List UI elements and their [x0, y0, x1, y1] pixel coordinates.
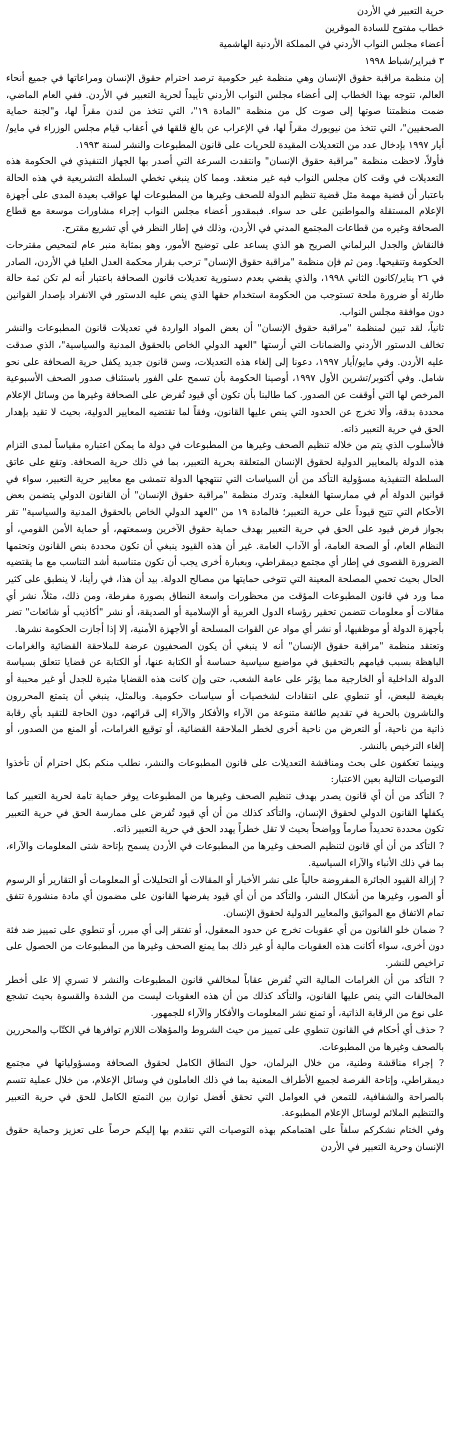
list-item: ? حذف أي أحكام في القانون تنطوي على تمييز من حيث الشروط والمؤهلات اللازم توافرها في الكتّاب والمحررين بالصحف وغيرها من المطبوعات.: [6, 1024, 444, 1053]
paragraph-journalists: وتعتقد منظمة "مراقبة حقوق الإنسان" أنه لا ينبغي أن يكون الصحفيون عرضة للملاحقة القضائية والغرامات الباهظة بسبب قيامهم بالتحقيق في مواضيع سياسية حساسة أو الكتابة عنها، أو الكتابة عن قضايا تتعلق بسياسة الدولة الداخلية أو الخارجية مما يؤثر على عامة الشعب، حتى وإن كانت هذه القضايا مثيرة للجدل أو غير محببة أو بغيضة للبعض، أو تنطوي على انتقادات لشخصيات أو سياسات حكومية. وبالمثل، ينبغي أن يتمتع المحررون والناشرون بالحرية في تقديم طائفة متنوعة من الآراء والأفكار والآراء إلى قرائهم، دون الحاجة للتقيد بأي رقابة ذاتية من ناحية، أو التعرض من ناحية أخرى لخطر الملاحقة القضائية، أو توقيع الغرامات، أو المنع من الصدور، أو إلغاء الترخيص بالنشر.: [6, 640, 444, 752]
paragraph-first-point: فأولاً، لاحظت منظمة "مراقبة حقوق الإنسان" وانتقدت السرعة التي أصدر بها الجهاز التنفيذي في الحكومة هذه التعديلات في وقت كان مجلس النواب فيه غير منعقد. ومما كان ينبغي تخطي السلطة التشريعية في هذه الحالة باعتبار أن قضية مهمة مثل قضية تنظيم الدولة للصحف وغيرها من المطبوعات لها عواقب بعيدة المدى على أجهزة الإعلام المستقلة والمواطنين على حد سواء. فبمقدور أعضاء مجلس النواب إجراء مشاورات موسعة مع قطاع الصحافة وغيره من قطاعات المجتمع المدني في الأردن، وذلك في إطار النظر في أي تشريع مقترح.: [6, 156, 444, 235]
list-item: ? إجراء مناقشة وطنية، من خلال البرلمان، حول النطاق الكامل لحقوق الصحافة ومسؤولياتها في مجتمع ديمقراطي، وإتاحة الفرصة لجميع الأطراف المعنية بما في ذلك العاملون في وسائل الإعلام، من خلال عملية تتسم بالصراحة والشفافية، للتمعن في العوامل التي تحقق أفضل توازن بين التمتع الكامل للحق في حرية التعبير والتنظيم الملائم لوسائل الإعلام المطبوعة.: [6, 1058, 444, 1120]
letter-date: ٣ فبراير/شباط ١٩٩٨: [364, 56, 444, 68]
list-item: ? التأكد من أن أي قانون يصدر بهدف تنظيم الصحف وغيرها من المطبوعات يوفر حماية تامة لحرية التعبير كما يكفلها القانون الدولي لحقوق الإنسان، والتأكد كذلك من أن أي قيود تُفرض على ممارسة الحق في حرية التعبير تكون محددة تحديداً صارماً وواضحاً بحيث لا تقل خطراً يهدد الحق في حرية التعبير ذاته.: [6, 791, 444, 836]
list-item: ? إزالة القيود الجائرة المفروضة حالياً على نشر الأخبار أو المقالات أو التحليلات أو المعلومات أو التقارير أو الرسوم أو الصور، وغيرها من أشكال النشر، والتأكد من أن أي قيود يفرضها القانون على مضمون أي مادة منشورة تتفق تمام الاتفاق مع المواثيق والمعايير الدولية لحقوق الإنسان.: [6, 874, 444, 919]
list-item: ? التأكد من أن الغرامات المالية التي تُفرض عقاباً لمخالفي قانون المطبوعات والنشر لا تسري إلا على أخطر المخالفات التي ينص عليها القانون، والتأكد كذلك من أن هذه العقوبات ليست من الشدة والقسوة بحيث تشجع على نوع من الرقابة الذاتية، أو تمنع نشر المعلومات والأفكار والآراء للجمهور.: [6, 974, 444, 1020]
salutation-line: خطاب مفتوح للسادة الموقرين: [325, 22, 444, 34]
list-item: ? التأكد من أن أي قانون لتنظيم الصحف وغيرها من المطبوعات في الأردن يسمح بإتاحة شتى المعلومات والآراء، بما في ذلك الأنباء والآراء السياسية.: [6, 841, 444, 869]
closing-paragraph: وفي الختام نشكركم سلفاً على اهتمامكم بهذه التوصيات التي نتقدم بها إليكم حرصاً على تعزيز وحماية حقوق الإنسان وحرية التعبير في الأردن: [6, 1125, 444, 1153]
recommendations-list: [6, 789, 444, 1123]
list-item: ? ضمان خلو القانون من أي عقوبات تخرج عن حدود المعقول، أو تفتقر إلى أي مبرر، أو تنطوي على تمييز ضد فئة دون أخرى، سواء أكانت هذه العقوبات مالية أو غير ذلك بما يمنع الصحف وغيرها من المطبوعات من الحصول على تراخيص للنشر.: [6, 924, 444, 970]
paragraph-intro: إن منظمة مراقبة حقوق الإنسان وهي منظمة غير حكومية ترصد احترام حقوق الإنسان ومراعاتها في جميع أنحاء العالم، تتوجه بهذا الخطاب إلى أعضاء مجلس النواب الأردني تأييداً لحرية التعبير في الأردن. ففي العام الماضي، ضمت منظمتنا صوتها إلى صوت كل من منظمة "المادة ١٩"، التي تتخذ من لندن مقراً لها، و"لجنة حماية الصحفيين"، التي تتخذ من نيويورك مقراً لها، في الإعراب عن بالغ قلقها في أعقاب قيام مجلس الوزراء في مايو/أيار ١٩٩٧ بإدخال عدد من التعديلات المقيدة للحريات على قانون المطبوعات والنشر لسنة ١٩٩٣.: [6, 72, 444, 151]
paragraph-international-standards: فالأسلوب الذي يتم من خلاله تنظيم الصحف وغيرها من المطبوعات في دولة ما يمكن اعتباره مقياساً لمدى التزام هذه الدولة بالمعايير الدولية لحقوق الإنسان المتعلقة بحرية التعبير، بما في ذلك حرية الصحافة. وتقع على عاتق السلطة التنفيذية مسؤولية التأكد من أن السياسات التي تنتهجها الدولة تتمشى مع معايير حرية التعبير، سواء في قوانين الدولة أم في ممارستها الفعلية. وتدرك منظمة "مراقبة حقوق الإنسان" أن القانون الدولي يتضمن بعض الأحكام التي تتيح قيوداً على حرية التعبير؛ فالمادة ١٩ من "العهد الدولي الخاص بالحقوق المدنية والسياسية" تقر بجواز فرض قيود على الحق في حرية التعبير بهدف حماية حقوق الآخرين وسمعتهم، أو حماية الأمن القومي، أو النظام العام، أو الصحة العامة، أو الآداب العامة. غير أن هذه القيود ينبغي أن تكون محددة بنص القانون وتحتمها الضرورة القصوى في إطار أي مجتمع ديمقراطي، وبعبارة أخرى يجب أن تكون متناسبة أشد التناسب مع ما يقتضيه الحال بحيث تحمي المصلحة المعينة التي تتوخى حمايتها من مصالح الدولة. بيد أن هذا، في رأينا، لا ينطبق على كثير مما ورد في قانون المطبوعات المؤقت من محظورات واسعة النطاق بصورة مفرطة، ومن ذلك، مثلاً، نشر أي مقالات أو معلومات تتضمن تحقير رؤساء الدول العربية أو الإسلامية أو الصديقة، أو نشر "أكاذيب أو شائعات" تضر بأجهزة الدولة أو موظفيها، أو نشر أي مواد عن القوات المسلحة أو الأجهزة الأمنية، إلا إذا أجازت الحكومة نشرها.: [6, 440, 444, 636]
document-title: حرية التعبير في الأردن: [356, 6, 444, 17]
letter-document: [6, 0, 444, 1157]
paragraph-debate: فالنقاش والجدل البرلماني الصريح هو الذي يساعد على توضيح الأمور، وهو بمثابة منبر عام لتمحيص مقترحات الحكومة وتنقيحها. ومن ثم فإن منظمة "مراقبة حقوق الإنسان" ترحب بقرار محكمة العدل العليا في الأردن، الصادر في ٢٦ يناير/كانون الثاني ١٩٩٨، والذي يقضي بعدم دستورية تعديلات قانون الصحافة باعتبار أنه لم تكن ثمة حالة طارئة أو ضرورة ملحة تستوجب من الحكومة استخدام حقها الذي ينص عليه الدستور في الانفراد بإصدار القوانين دون موافقة مجلس النواب.: [6, 239, 444, 318]
recipient-line: أعضاء مجلس النواب الأردني في المملكة الأردنية الهاشمية: [218, 39, 444, 51]
paragraph-recommendations-intro: وبينما تعكفون على بحث ومناقشة التعديلات على قانون المطبوعات والنشر، نطلب منكم بكل احترام أن تأخذوا التوصيات التالية بعين الاعتبار:: [6, 757, 444, 786]
paragraph-second-point: ثانياً، لقد تبين لمنظمة "مراقبة حقوق الإنسان" أن بعض المواد الواردة في تعديلات قانون المطبوعات والنشر تخالف الدستور الأردني والضمانات التي أرستها "العهد الدولي الخاص بالحقوق المدنية والسياسية"، الذي صدقت عليه الأردن. وفي مايو/أيار ١٩٩٧، دعونا إلى إلغاء هذه التعديلات، وسن قانون جديد يكفل حرية الصحافة على نحو شامل. وفي أكتوبر/تشرين الأول ١٩٩٧، أوصينا الحكومة بأن تسمح على الفور باستئناف صدور الصحف الأسبوعية المرخص لها التي أوقفت عن الصدور. كما طالبنا بأن تكون أي قيود تُفرض على الصحافة وغيرها من وسائل الإعلام محددة بدقة، وألا تخرج عن الحدود التي ينص عليها القانون، وفقاً لما تقتضيه المعايير الدولية، بحيث لا تقيد بإهدار الحق في حرية التعبير ذاته.: [6, 323, 444, 435]
